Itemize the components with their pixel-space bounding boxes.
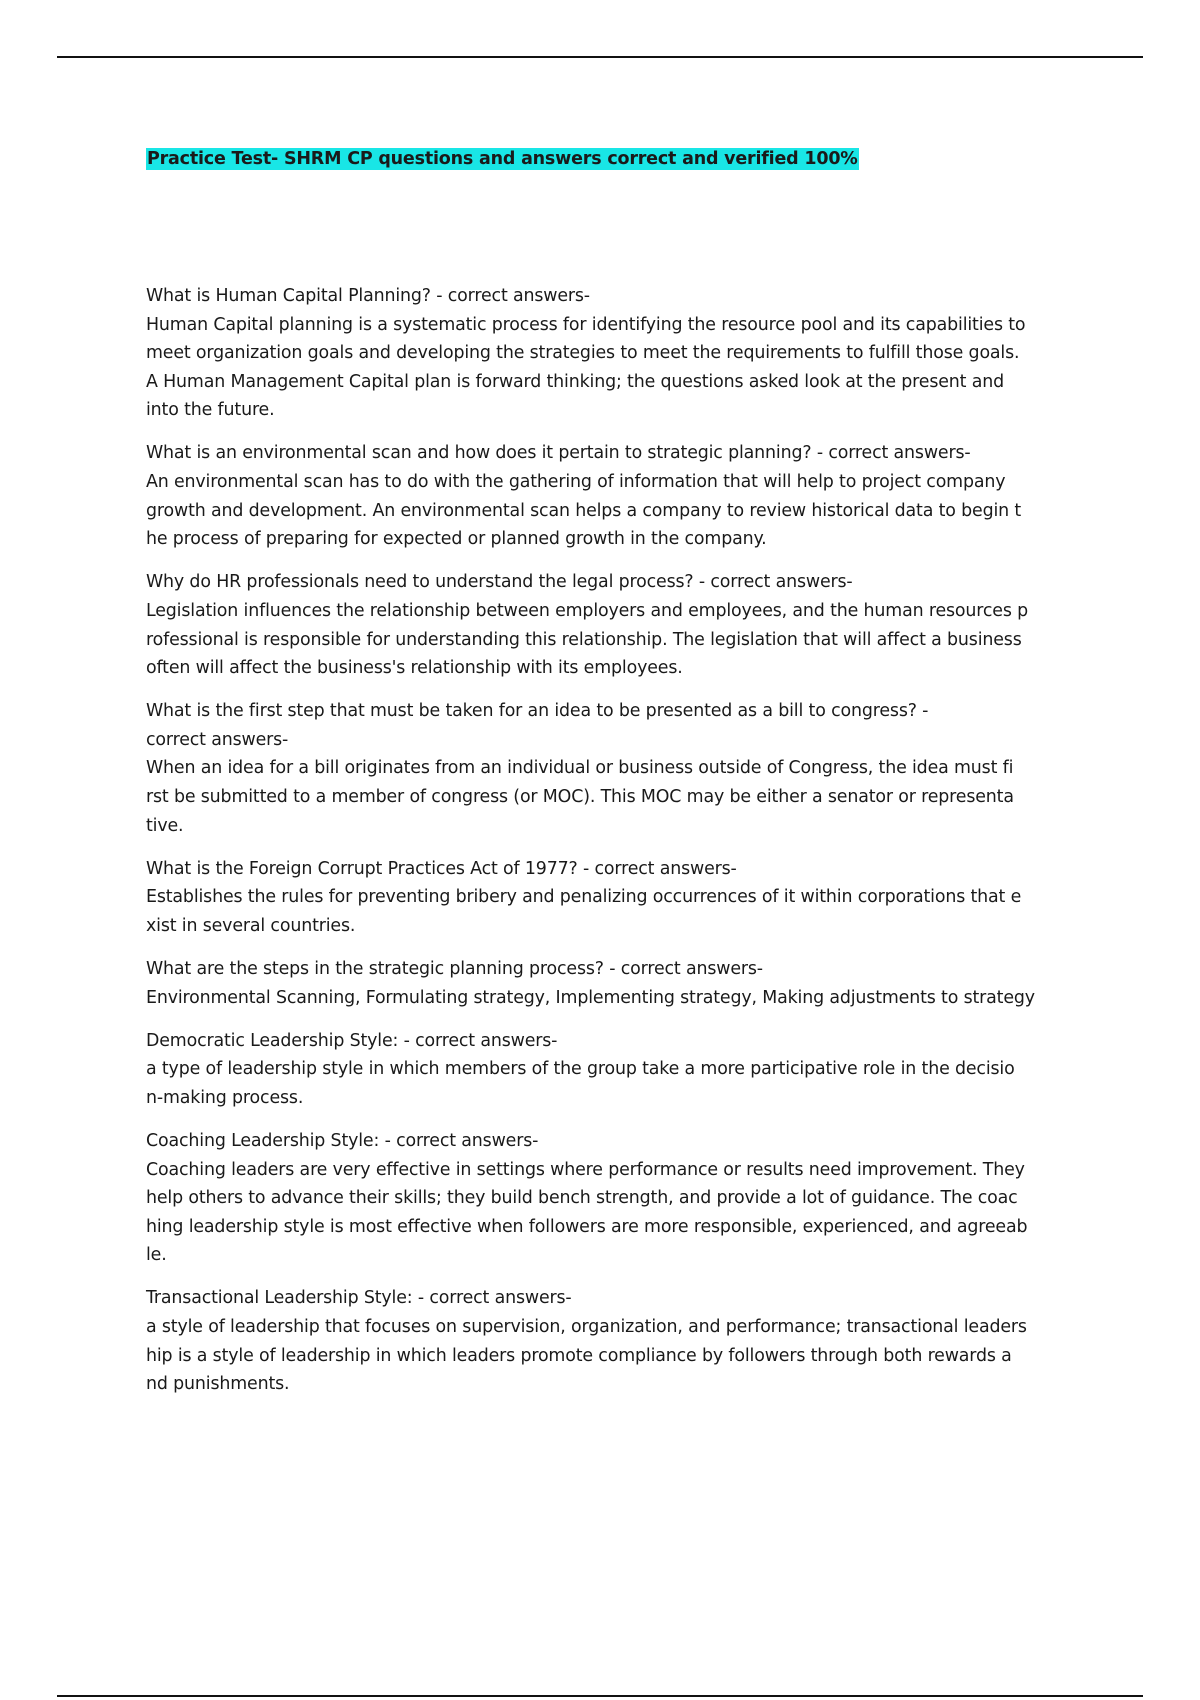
qa-answer: When an idea for a bill originates from an individual or business outside of Congress, the idea must fi rst be submitted to a member of congress (or MOC). This MOC may be either a senator or representa tive. xyxy=(146,758,1014,836)
qa-question: Why do HR professionals need to understand the legal process? - correct answers- xyxy=(146,572,853,593)
qa-item xyxy=(146,282,1090,425)
bottom-rule xyxy=(57,1695,1143,1697)
qa-list xyxy=(146,282,1090,1413)
qa-answer: Establishes the rules for preventing bribery and penalizing occurrences of it within corporations that e xist in several countries. xyxy=(146,887,1022,936)
qa-item xyxy=(146,568,1090,682)
document-title xyxy=(146,146,859,172)
qa-answer: a style of leadership that focuses on supervision, organization, and performance; transactional leaders hip is a style of leadership in which leaders promote compliance by followers through both rewards a nd punishments. xyxy=(146,1317,1027,1395)
top-rule xyxy=(57,56,1143,58)
qa-question: What is Human Capital Planning? - correct answers- xyxy=(146,286,590,306)
qa-item xyxy=(146,1127,1090,1270)
qa-item xyxy=(146,439,1090,553)
qa-item xyxy=(146,697,1090,840)
qa-question: Transactional Leadership Style: - correct answers- xyxy=(146,1288,572,1309)
qa-item xyxy=(146,855,1090,941)
qa-question: Democratic Leadership Style: - correct answers- xyxy=(146,1030,558,1051)
qa-answer: Legislation influences the relationship between employers and employees, and the human resources p rofessional is responsible for understanding this relationship. The legislation that will affect a business often will affect the business's relationship with its employees. xyxy=(146,600,1029,679)
qa-answer: Coaching leaders are very effective in settings where performance or results need improvement. They help others to advance their skills; they build bench strength, and provide a lot of guidance. The coac hing leadership style is most effective when followers are more responsible, experienced, and agreeab le. xyxy=(146,1159,1028,1266)
qa-question: What is the first step that must be taken for an idea to be presented as a bill to congress? - correct answers- xyxy=(146,701,929,750)
qa-question: What are the steps in the strategic planning process? - correct answers- xyxy=(146,958,763,979)
qa-answer: An environmental scan has to do with the gathering of information that will help to project company growth and development. An environmental scan helps a company to review historical data to begin t he process of preparing for expected or planned growth in the company. xyxy=(146,472,1022,550)
qa-question: What is the Foreign Corrupt Practices Act of 1977? - correct answers- xyxy=(146,858,737,879)
qa-answer: a type of leadership style in which members of the group take a more participative role in the decisio n-making process. xyxy=(146,1059,1015,1108)
qa-question: Coaching Leadership Style: - correct answers- xyxy=(146,1130,539,1151)
qa-answer: Environmental Scanning, Formulating strategy, Implementing strategy, Making adjustments to strategy xyxy=(146,987,1035,1008)
document-title-text: Practice Test- SHRM CP questions and answers correct and verified 100% xyxy=(147,149,858,169)
qa-item xyxy=(146,1027,1090,1113)
qa-question: What is an environmental scan and how does it pertain to strategic planning? - correct answers- xyxy=(146,443,971,464)
qa-item xyxy=(146,1284,1090,1398)
qa-answer: Human Capital planning is a systematic process for identifying the resource pool and its capabilities to meet organization goals and developing the strategies to meet the requirements to fulfill those goals. A Human Management Capital plan is forward thinking; the questions asked look at the present and into the future. xyxy=(146,314,1026,421)
qa-item xyxy=(146,955,1090,1012)
